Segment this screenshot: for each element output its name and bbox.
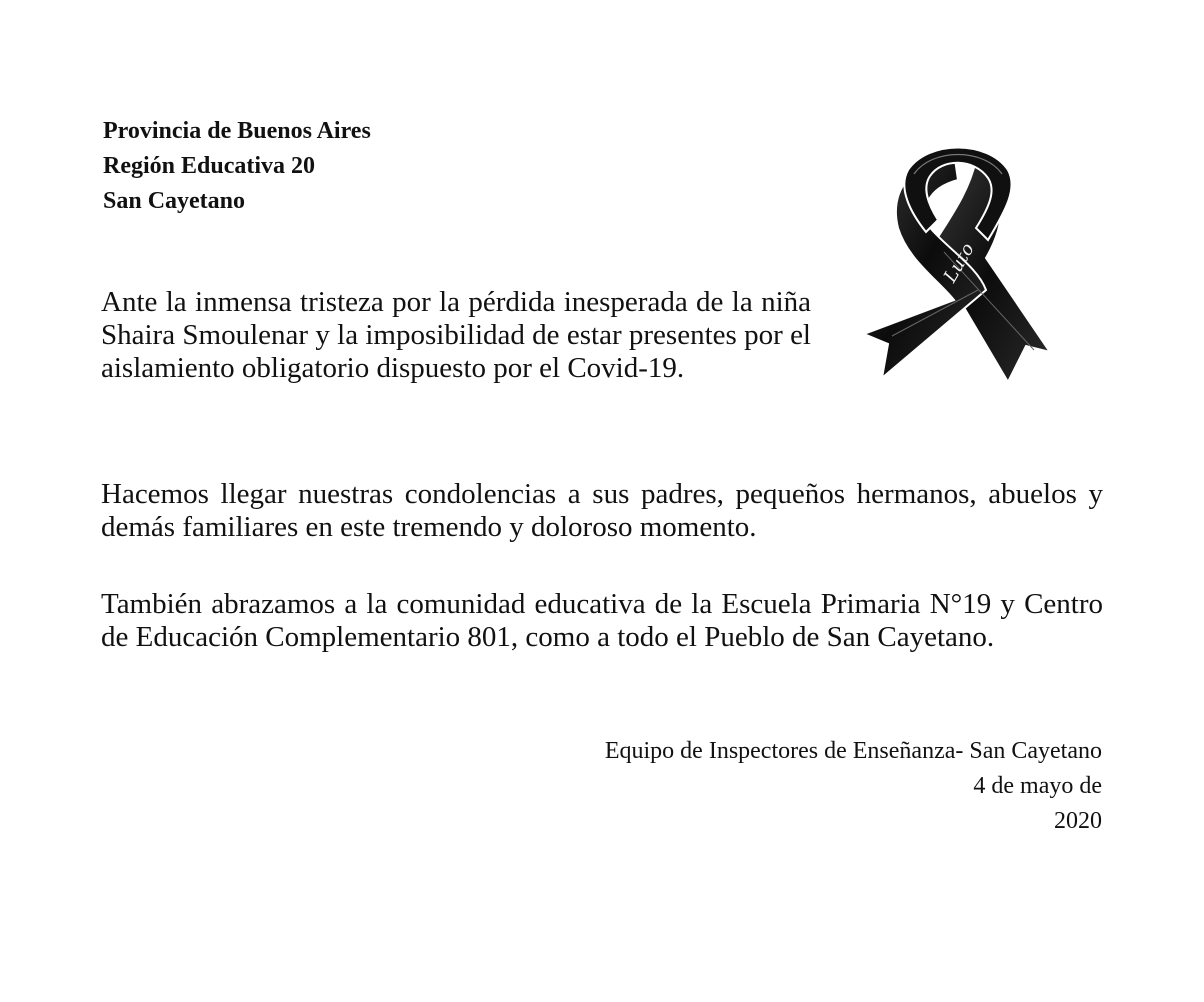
letterhead: [103, 114, 371, 219]
region-name: Región Educativa 20: [103, 153, 316, 179]
town-name: San Cayetano: [103, 188, 246, 214]
signature-block: [605, 734, 1102, 839]
ribbon-script-text: Luto: [939, 239, 979, 287]
province-name: Provincia de Buenos Aires: [103, 118, 371, 144]
paragraph-condolence-intro: Ante la inmensa tristeza por la pérdida inesperada de la niña Shaira Smoulenar y la imposibilidad de estar presentes por el aislamiento obligatorio dispuesto por el Covid-19.: [101, 286, 811, 384]
signature-date-line1: 4 de mayo de: [973, 773, 1102, 799]
signature-team: Equipo de Inspectores de Enseñanza- San Cayetano: [604, 738, 1102, 764]
paragraph-community: También abrazamos a la comunidad educativa de la Escuela Primaria N°19 y Centro de Educación Complementario 801, como a todo el Pueblo de San Cayetano.: [101, 588, 1103, 653]
mourning-ribbon-icon: [858, 140, 1058, 390]
paragraph-condolences-family: Hacemos llegar nuestras condolencias a sus padres, pequeños hermanos, abuelos y demás familiares en este tremendo y doloroso momento.: [101, 478, 1103, 543]
signature-date-line2: 2020: [1054, 808, 1102, 834]
